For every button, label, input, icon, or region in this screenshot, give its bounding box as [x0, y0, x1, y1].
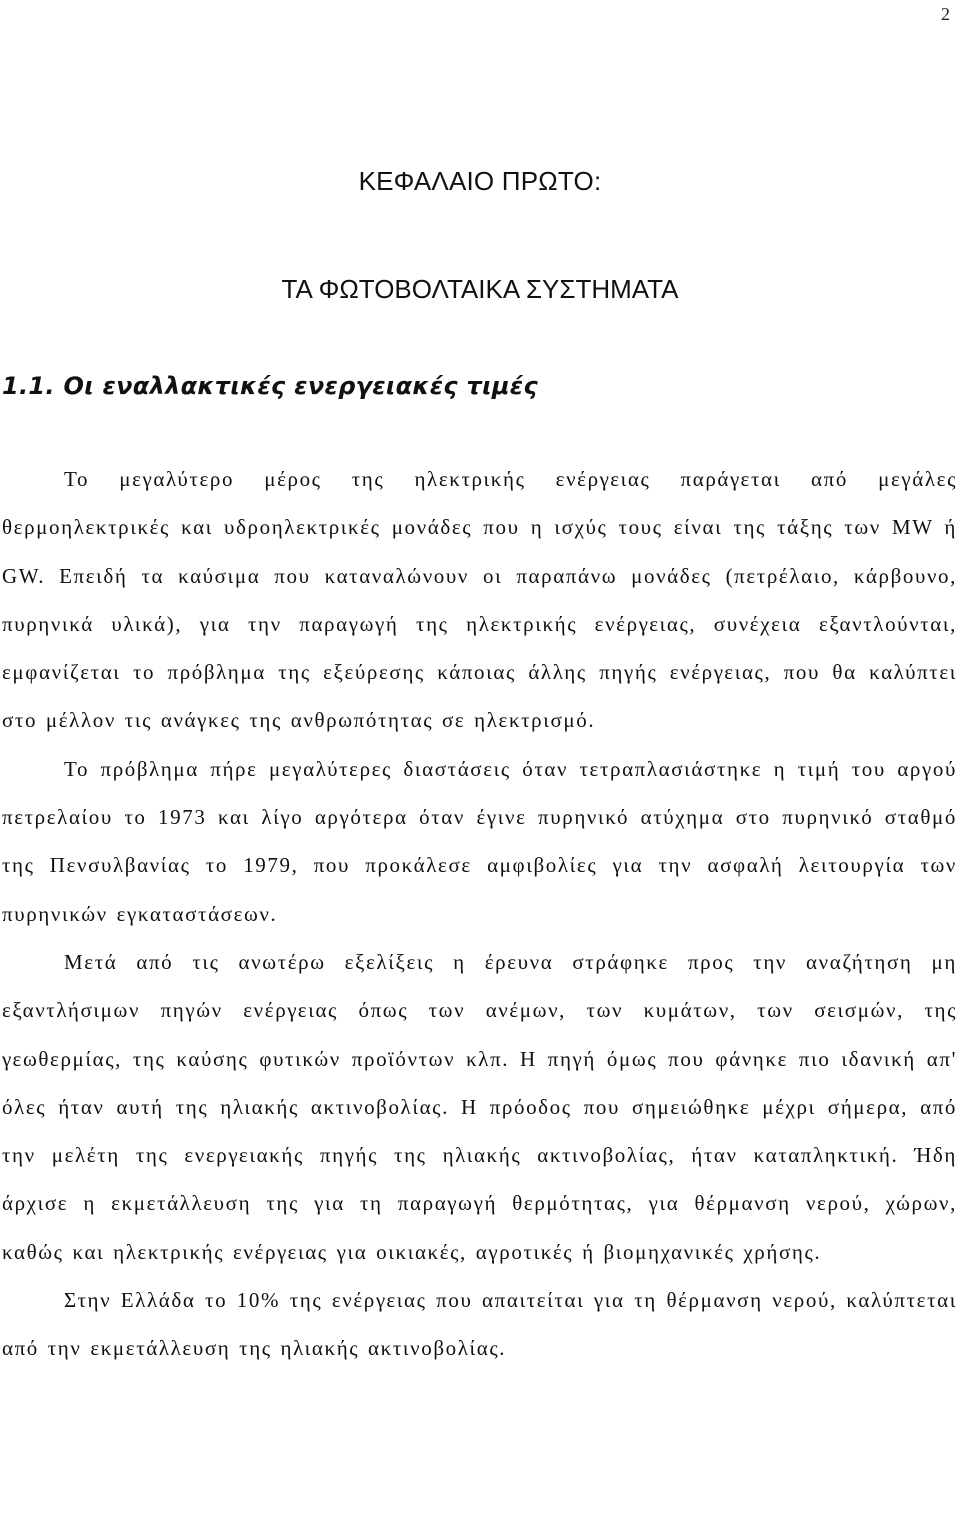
paragraph-oil-crisis: Το πρόβλημα πήρε μεγαλύτερες διαστάσεις όταν τετραπλασιάστηκε η τιμή του αργού πετρελαίου το 1973 και λίγο αργότερα όταν έγινε πυρηνικό ατύχημα στο πυρηνικό σταθμό της Πενσυλβανίας το 1979, που προκάλεσε αμφιβολίες για την ασφαλή λειτουργία των πυρηνικών εγκαταστάσεων. — [2, 756, 957, 926]
paragraph-energy-sources: Το μεγαλύτερο μέρος της ηλεκτρικής ενέργειας παράγεται από μεγάλες θερμοηλεκτρικές και υδροηλεκτρικές μονάδες που η ισχύς τους είναι της τάξης των MW ή GW. Επειδή τα καύσιμα που καταναλώνουν οι παραπάνω μονάδες (πετρέλαιο, κάρβουνο, πυρηνικά υλικά), για την παραγωγή της ηλεκτρικής ενέργειας, συνέχεια εξαντλούνται, εμφανίζεται το πρόβλημα της εξεύρεσης κάποιας άλλης πηγής ενέργειας, που θα καλύπτει στο μέλλον τις ανάγκες της ανθρωπότητας σε ηλεκτρισμό. — [2, 467, 957, 733]
paragraph-greece-solar: Στην Ελλάδα το 10% της ενέργειας που απαιτείται για τη θέρμανση νερού, καλύπτεται από την εκμετάλλευση της ηλιακής ακτινοβολίας. — [2, 1288, 957, 1361]
chapter-subtitle: ΤΑ ΦΩΤΟΒΟΛΤΑΙΚΑ ΣΥΣΤΗΜΑΤΑ — [281, 274, 679, 304]
section-heading: 1.1. Οι εναλλακτικές ενεργειακές τιμές — [2, 372, 538, 400]
paragraph-renewable-research: Μετά από τις ανωτέρω εξελίξεις η έρευνα στράφηκε προς την αναζήτηση μη εξαντλήσιμων πηγών ενέργειας όπως των ανέμων, των κυμάτων, των σεισμών, της γεωθερμίας, της καύσης φυτικών προϊόντων κλπ. Η πηγή όμως που φάνηκε πιο ιδανική απ' όλες ήταν αυτή της ηλιακής ακτινοβολίας. Η πρόοδος που σημειώθηκε μέχρι σήμερα, από την μελέτη της ενεργειακής πηγής της ηλιακής ακτινοβολίας, ήταν καταπληκτική. Ήδη άρχισε η εκμετάλλευση της για τη παραγωγή θερμότητας, για θέρμανση νερού, χώρων, καθώς και ηλεκτρικής ενέργειας για οικιακές, αγροτικές ή βιομηχανικές χρήσης. — [2, 949, 957, 1264]
body-text — [2, 455, 957, 1373]
chapter-title: ΚΕΦΑΛΑΙΟ ΠΡΩΤΟ: — [358, 166, 602, 196]
page-number: 2 — [941, 4, 950, 24]
